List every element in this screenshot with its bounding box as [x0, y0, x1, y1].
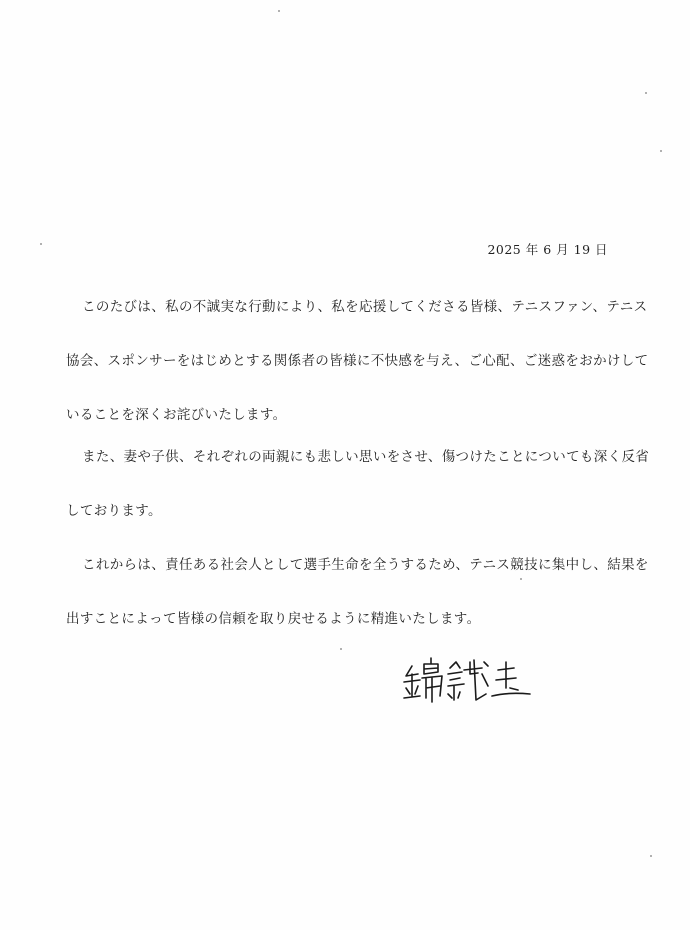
paragraph-line: 協会、スポンサーをはじめとする関係者の皆様に不快感を与え、ご心配、ご迷惑をおかけして	[66, 353, 649, 369]
paragraph-line: このたびは、私の不誠実な行動により、私を応援してくださる皆様、テニスファン、テニス	[82, 299, 648, 315]
scan-speck	[340, 648, 342, 650]
paragraph-line: いることを深くお詫びいたします。	[66, 407, 287, 423]
paragraph-apology	[66, 297, 649, 459]
scan-speck	[278, 10, 280, 12]
paragraph-commitment	[66, 555, 649, 663]
handwritten-signature	[398, 652, 538, 714]
scan-speck	[650, 855, 652, 857]
paragraph-line: また、妻や子供、それぞれの両親にも悲しい思いをさせ、傷つけたことについても深く反省	[82, 449, 650, 465]
scan-speck	[40, 243, 42, 245]
letter-date: 2025 年 6 月 19 日	[487, 242, 608, 257]
scan-speck	[520, 578, 522, 580]
paragraph-family	[66, 447, 650, 555]
paragraph-line: しております。	[66, 503, 162, 519]
paragraph-line: これからは、責任ある社会人として選手生命を全うするため、テニス競技に集中し、結果を	[82, 557, 649, 573]
scan-speck	[645, 92, 647, 94]
paragraph-line: 出すことによって皆様の信頼を取り戻せるように精進いたします。	[66, 611, 481, 627]
scan-speck	[660, 150, 662, 152]
